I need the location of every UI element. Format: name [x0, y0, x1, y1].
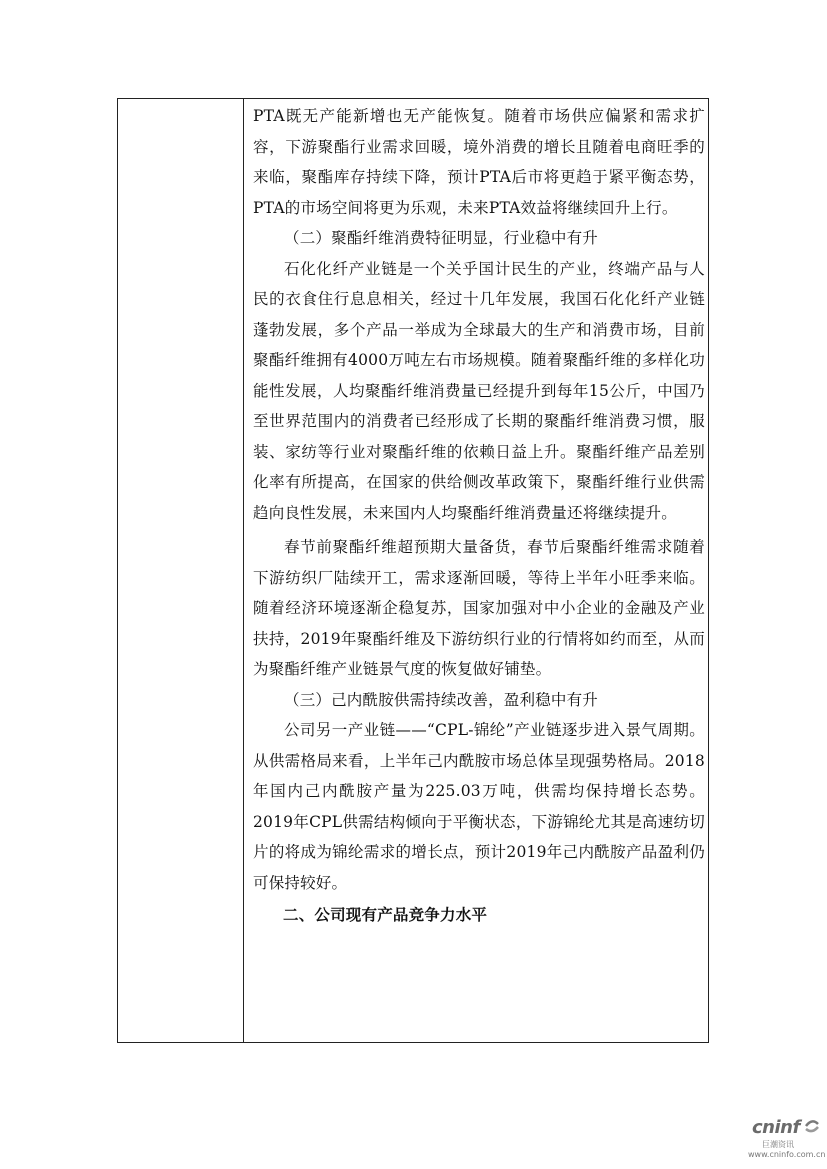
logo-url: www.cninfo.com.cn [748, 1150, 826, 1159]
logo-swirl-icon [803, 1117, 821, 1135]
table-left-column [118, 99, 244, 1042]
logo-brand-text: cninf [752, 1117, 800, 1138]
content-table [117, 98, 709, 1043]
paragraph-cpl: 公司另一产业链——“CPL-锦纶”产业链逐步进入景气周期。从供需格局来看，上半年己内酰胺市场总体呈现强势格局。2018年国内己内酰胺产量为225.03万吨，供需均保持增长态势。2019年CPL供需结构倾向于平衡状态，下游锦纶尤其是高速纺切片的将成为锦纶需求的增长点，预计2019年己内酰胺产品盈利仍可保持较好。 [253, 721, 705, 892]
cninfo-logo [748, 1117, 826, 1161]
section-heading-2: （二）聚酯纤维消费特征明显，行业稳中有升 [284, 229, 599, 247]
logo-subtitle: 巨潮资讯 [762, 1140, 794, 1149]
table-content-cell [253, 101, 705, 931]
section-heading-3: （三）己内酰胺供需持续改善，盈利稳中有升 [284, 690, 599, 709]
paragraph-spring-festival: 春节前聚酯纤维超预期大量备货，春节后聚酯纤维需求随着下游纺织厂陆续开工，需求逐渐回暖，等待上半年小旺季来临。随着经济环境逐渐企稳复苏，国家加强对中小企业的金融及产业扶持，2019年聚酯纤维及下游纺织行业的行情将如约而至，从而为聚酯纤维产业链景气度的恢复做好铺垫。 [253, 538, 705, 678]
paragraph-pta: PTA既无产能新增也无产能恢复。随着市场供应偏紧和需求扩容，下游聚酯行业需求回暖，境外消费的增长且随着电商旺季的来临，聚酯库存持续下降，预计PTA后市将更趋于紧平衡态势，PTA的市场空间将更为乐观，未来PTA效益将继续回升上行。 [253, 107, 705, 217]
section-heading-competitiveness: 二、公司现有产品竞争力水平 [283, 906, 488, 924]
paragraph-polyester: 石化化纤产业链是一个关乎国计民生的产业，终端产品与人民的衣食住行息息相关，经过十几年发展，我国石化化纤产业链蓬勃发展，多个产品一举成为全球最大的生产和消费市场，目前聚酯纤维拥有4000万吨左右市场规模。随着聚酯纤维的多样化功能性发展，人均聚酯纤维消费量已经提升到每年15公斤，中国乃至世界范围内的消费者已经形成了长期的聚酯纤维消费习惯，服装、家纺等行业对聚酯纤维的依赖日益上升。聚酯纤维产品差别化率有所提高，在国家的供给侧改革政策下，聚酯纤维行业供需趋向良性发展，未来国内人均聚酯纤维消费量还将继续提升。 [253, 259, 705, 522]
